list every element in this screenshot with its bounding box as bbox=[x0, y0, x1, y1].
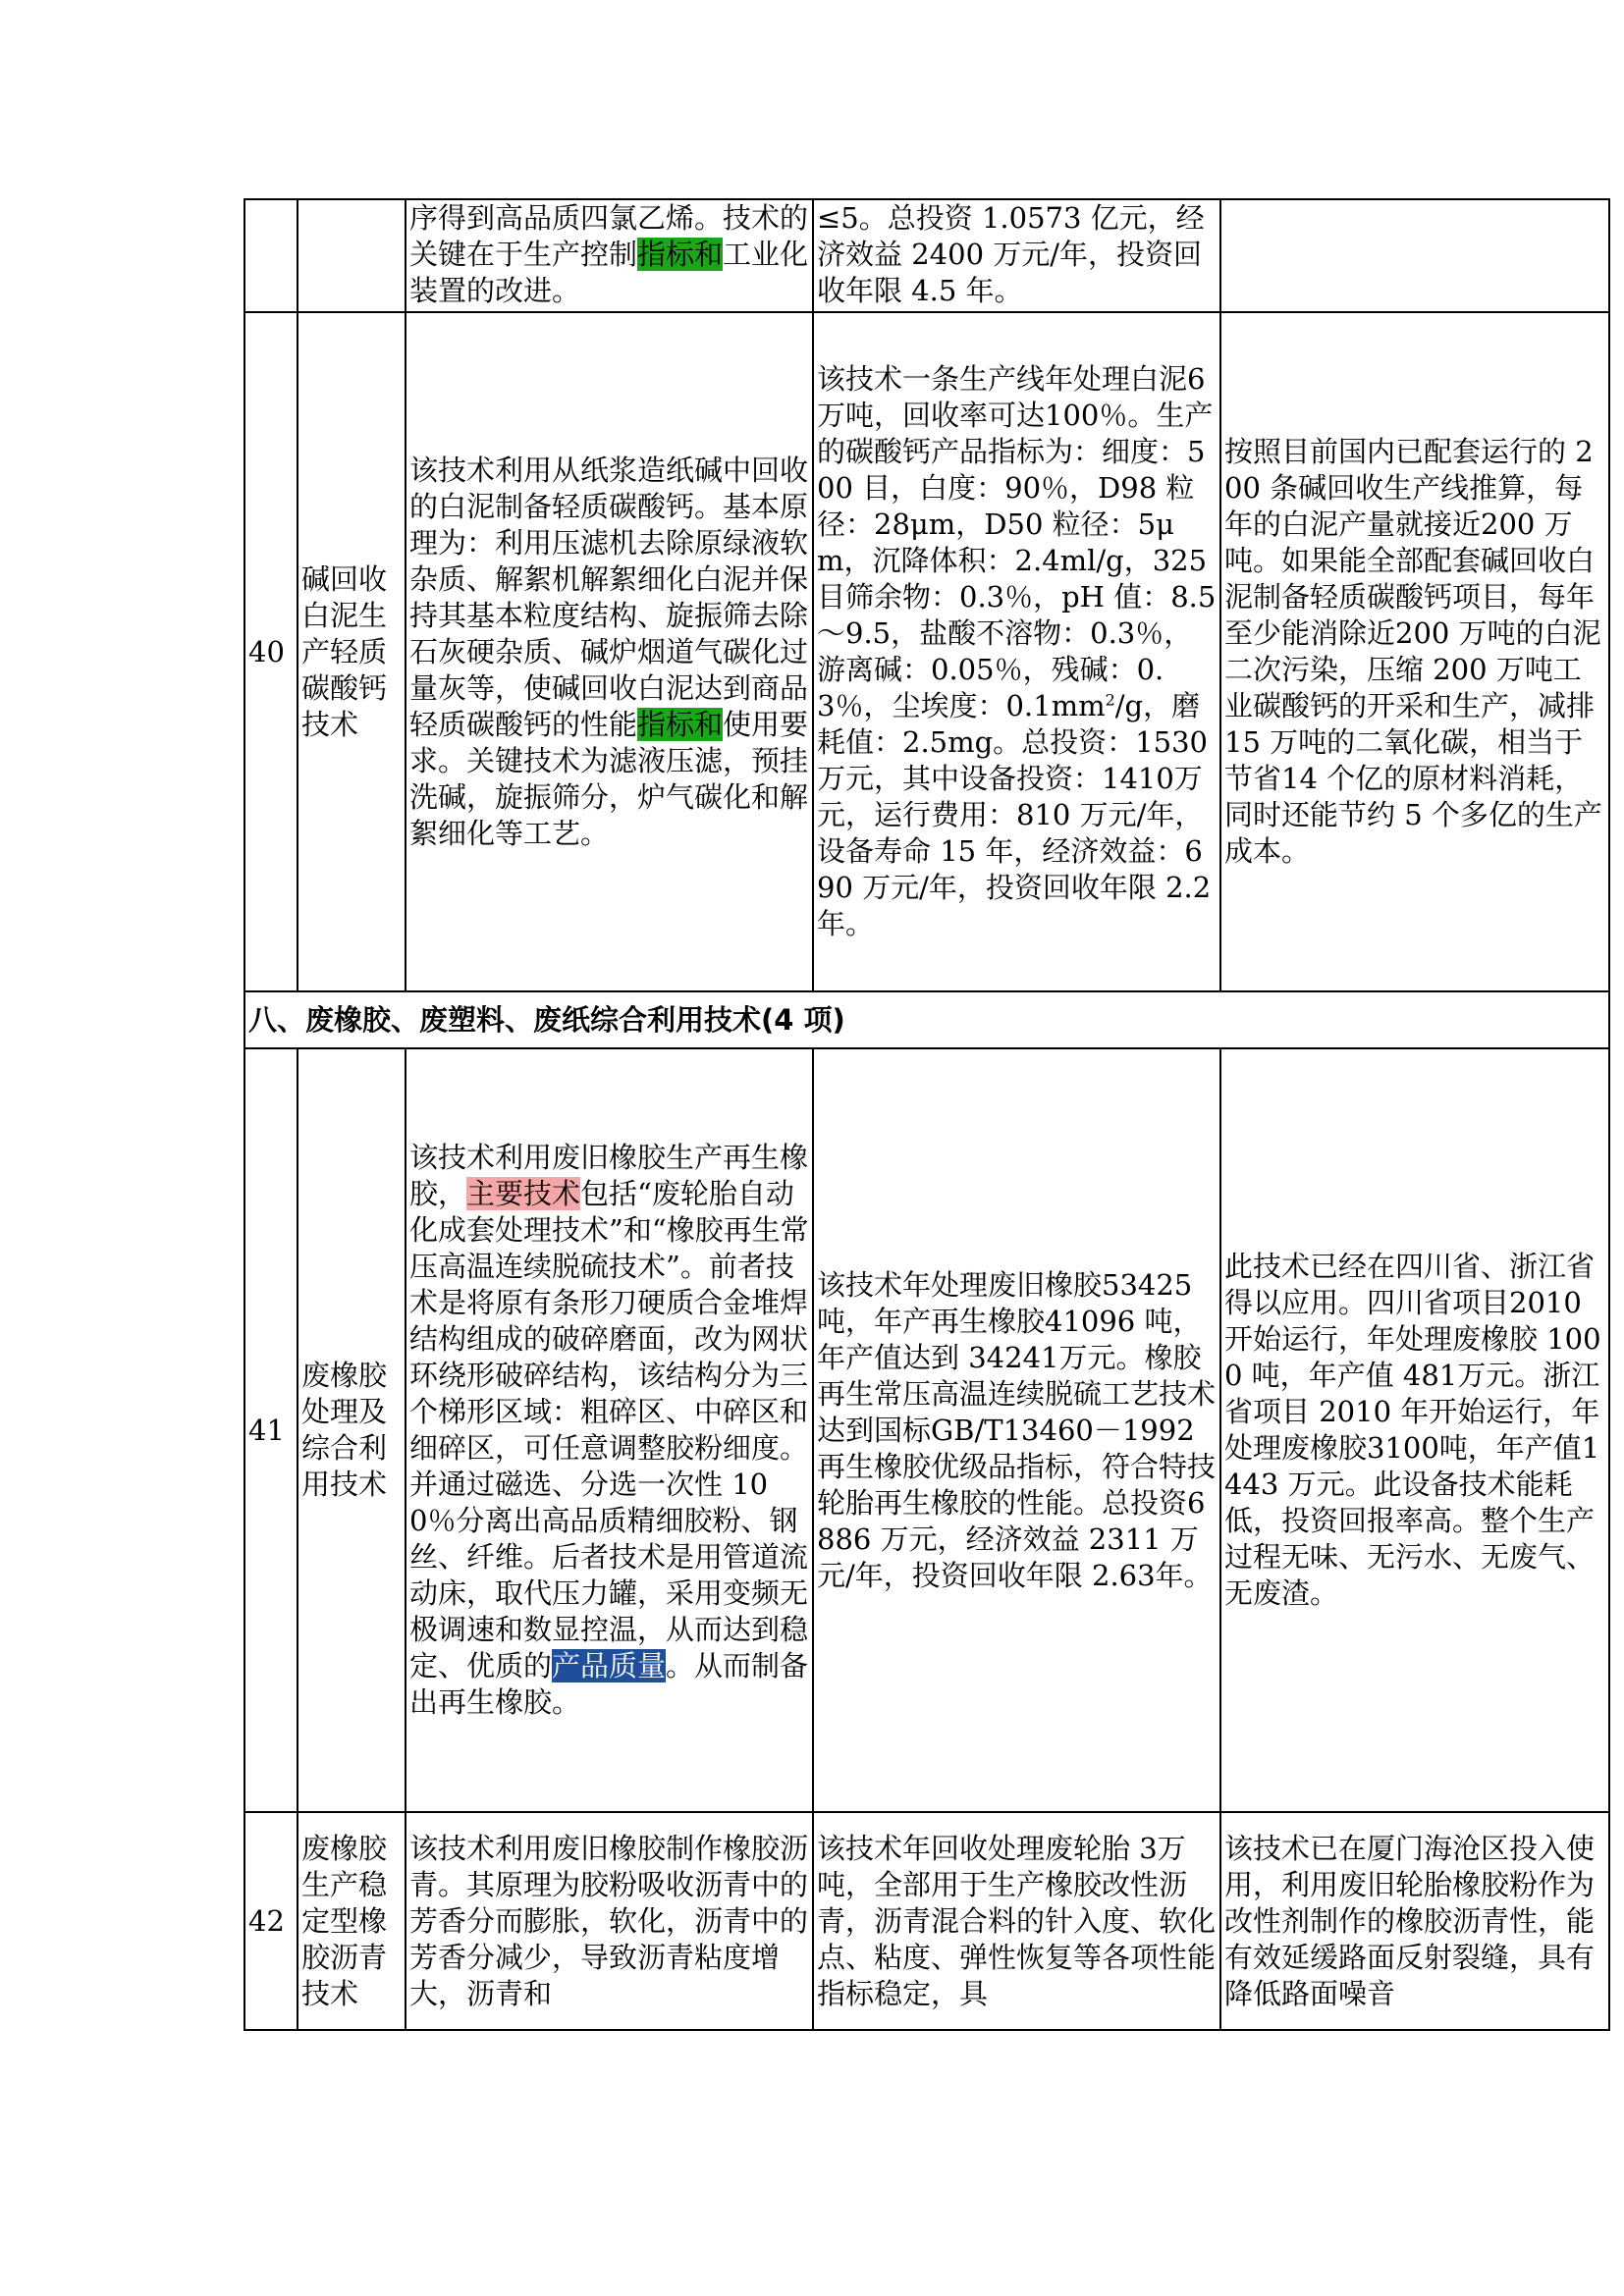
table-row bbox=[244, 1812, 1609, 2030]
tech-name: 废橡胶生产稳定型橡胶沥青技术 bbox=[298, 1812, 406, 2030]
section-title: 八、废橡胶、废塑料、废纸综合利用技术(4 项) bbox=[244, 991, 1609, 1048]
tech-name: 废橡胶处理及综合利用技术 bbox=[298, 1048, 406, 1812]
row-index: 42 bbox=[244, 1812, 298, 2030]
tech-description: 该技术利用废旧橡胶生产再生橡胶，主要技术包括“废轮胎自动化成套处理技术”和“橡胶再生常压高温连续脱硫技术”。前者技术是将原有条形刀硬质合金堆焊结构组成的破碎磨面，改为网状环绕形破碎结构，该结构分为三个梯形区域：粗碎区、中碎区和细碎区，可任意调整胶粉细度。并通过磁选、分选一次性 100％分离出高品质精细胶粉、钢丝、纤维。后者技术是用管道流动床，取代压力罐，采用变频无极调速和数显控温，从而达到稳定、优质的产品质量。从而制备出再生橡胶。 bbox=[406, 1048, 813, 1812]
tech-prospect: 此技术已经在四川省、浙江省得以应用。四川省项目2010 开始运行，年处理废橡胶 1000 吨，年产值 481万元。浙江省项目 2010 年开始运行，年处理废橡胶3100吨，年产值1443 万元。此设备技术能耗低，投资回报率高。整个生产过程无味、无污水、无废气、无废渣。 bbox=[1220, 1048, 1609, 1812]
tech-scale: ≤5。总投资 1.0573 亿元，经济效益 2400 万元/年，投资回收年限 4.5 年。 bbox=[813, 199, 1220, 312]
tech-description: 序得到高品质四氯乙烯。技术的关键在于生产控制指标和工业化装置的改进。 bbox=[406, 199, 813, 312]
highlight-red: 主要技术 bbox=[466, 1177, 581, 1210]
tech-name bbox=[298, 199, 406, 312]
highlight-green: 指标和 bbox=[637, 238, 724, 271]
tech-name: 碱回收白泥生产轻质碳酸钙技术 bbox=[298, 312, 406, 991]
tech-prospect bbox=[1220, 199, 1609, 312]
table-row bbox=[244, 1048, 1609, 1812]
tech-prospect: 按照目前国内已配套运行的 200 条碱回收生产线推算，每年的白泥产量就接近200 万吨。如果能全部配套碱回收白泥制备轻质碳酸钙项目，每年至少能消除近200 万吨的白泥二次污染，压缩 200 万吨工业碳酸钙的开采和生产，减排 15 万吨的二氧化碳，相当于节省14 个亿的原材料消耗，同时还能节约 5 个多亿的生产成本。 bbox=[1220, 312, 1609, 991]
table-row bbox=[244, 312, 1609, 991]
tech-scale: 该技术年处理废旧橡胶53425 吨，年产再生橡胶41096 吨，年产值达到 34241万元。橡胶再生常压高温连续脱硫工艺技术达到国标GB/T13460－1992 再生橡胶优级品指标，符合特技轮胎再生橡胶的性能。总投资6886 万元，经济效益 2311 万元/年，投资回收年限 2.63年。 bbox=[813, 1048, 1220, 1812]
table-row bbox=[244, 199, 1609, 312]
row-index: 40 bbox=[244, 312, 298, 991]
highlight-blue: 产品质量 bbox=[552, 1649, 667, 1682]
row-index: 41 bbox=[244, 1048, 298, 1812]
tech-scale: 该技术年回收处理废轮胎 3万吨，全部用于生产橡胶改性沥青，沥青混合料的针入度、软化点、粘度、弹性恢复等各项性能指标稳定，具 bbox=[813, 1812, 1220, 2030]
row-index bbox=[244, 199, 298, 312]
section-row bbox=[244, 991, 1609, 1048]
tech-description: 该技术利用废旧橡胶制作橡胶沥青。其原理为胶粉吸收沥青中的芳香分而膨胀，软化，沥青中的芳香分减少，导致沥青粘度增大，沥青和 bbox=[406, 1812, 813, 2030]
tech-prospect: 该技术已在厦门海沧区投入使用，利用废旧轮胎橡胶粉作为改性剂制作的橡胶沥青性，能有效延缓路面反射裂缝，具有降低路面噪音 bbox=[1220, 1812, 1609, 2030]
tech-scale: 该技术一条生产线年处理白泥6万吨，回收率可达100％。生产的碳酸钙产品指标为：细度：500 目，白度：90％，D98 粒径：28μm，D50 粒径：5μm，沉降体积：2.4ml/g，325 目筛余物：0.3％，pH 值：8.5～9.5，盐酸不溶物：0.3％，游离碱：0.05％，残碱：0.3％，尘埃度：$0.1mm^2/g$，磨耗值：2.5mg。总投资：1530万元，其中设备投资：1410万元，运行费用：810 万元/年，设备寿命 15 年，经济效益：690 万元/年，投资回收年限 2.2 年。 bbox=[813, 312, 1220, 991]
tech-description: 该技术利用从纸浆造纸碱中回收的白泥制备轻质碳酸钙。基本原理为：利用压滤机去除原绿液软杂质、解絮机解絮细化白泥并保持其基本粒度结构、旋振筛去除石灰硬杂质、碱炉烟道气碳化过量灰等，使碱回收白泥达到商品轻质碳酸钙的性能指标和使用要求。关键技术为滤液压滤，预挂洗碱，旋振筛分，炉气碳化和解絮细化等工艺。 bbox=[406, 312, 813, 991]
technology-table bbox=[244, 198, 1610, 2031]
highlight-green: 指标和 bbox=[637, 707, 724, 741]
